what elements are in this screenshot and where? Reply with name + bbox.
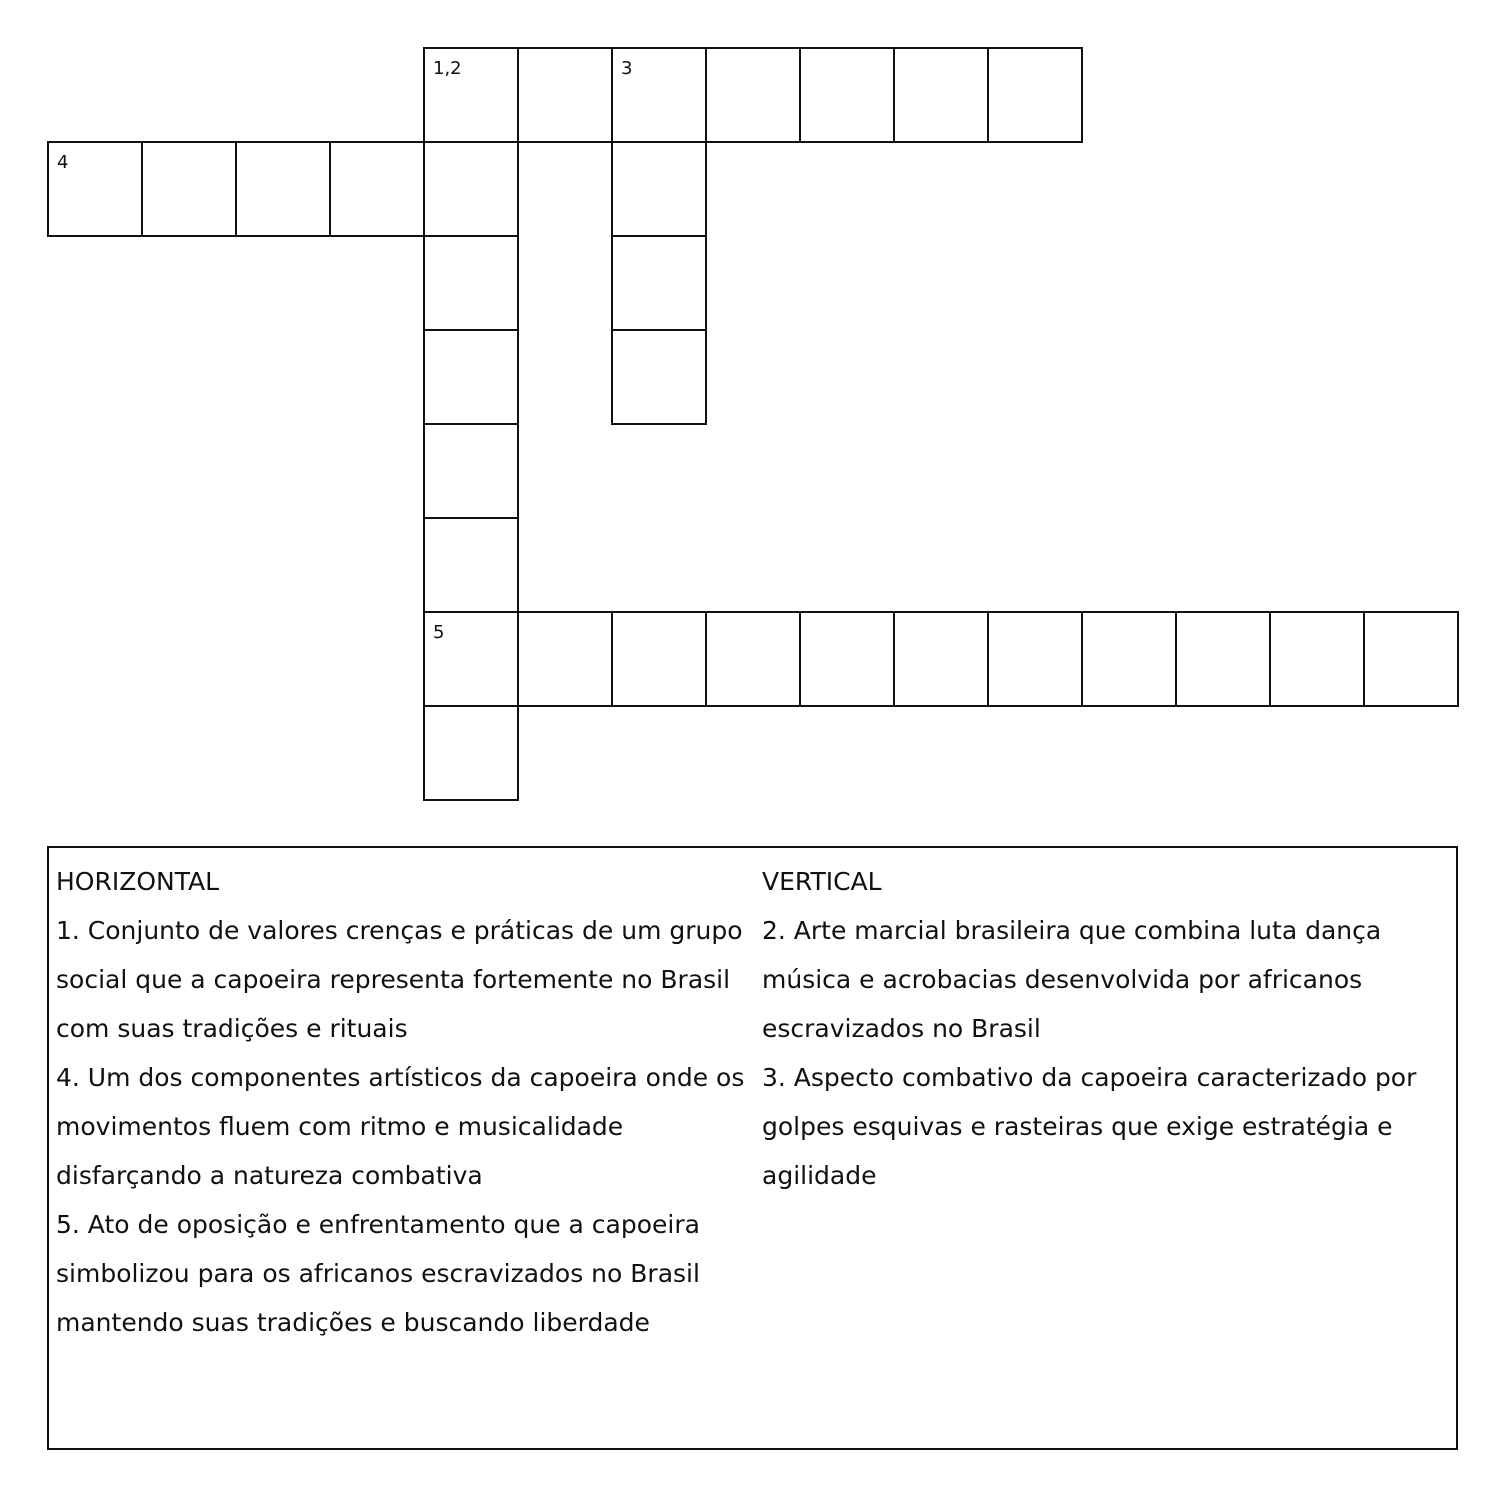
crossword-cell[interactable] <box>423 329 519 425</box>
crossword-cell[interactable] <box>517 47 613 143</box>
crossword-cell[interactable] <box>799 611 895 707</box>
crossword-cell[interactable] <box>611 47 707 143</box>
clue-1-across: 1. Conjunto de valores crenças e práticas de um grupo social que a capoeira representa fortemente no Brasil com suas tradições e rituais <box>56 916 743 1043</box>
vertical-heading: VERTICAL <box>762 867 882 896</box>
clue-3-down: 3. Aspecto combativo da capoeira caracterizado por golpes esquivas e rasteiras que exige estratégia e agilidade <box>762 1063 1417 1190</box>
crossword-cell[interactable] <box>423 611 519 707</box>
crossword-cell[interactable] <box>141 141 237 237</box>
clue-number: 5 <box>433 622 445 643</box>
clue-2-down: 2. Arte marcial brasileira que combina luta dança música e acrobacias desenvolvida por africanos escravizados no Brasil <box>762 916 1382 1043</box>
crossword-cell[interactable] <box>611 235 707 331</box>
crossword-cell[interactable] <box>235 141 331 237</box>
crossword-cell[interactable] <box>517 611 613 707</box>
crossword-cell[interactable] <box>893 47 989 143</box>
clues-panel <box>47 846 1458 1450</box>
crossword-cell[interactable] <box>611 329 707 425</box>
crossword-cell[interactable] <box>893 611 989 707</box>
crossword-cell[interactable] <box>705 47 801 143</box>
crossword-cell[interactable] <box>1081 611 1177 707</box>
crossword-cell[interactable] <box>987 47 1083 143</box>
horizontal-heading: HORIZONTAL <box>56 867 220 896</box>
crossword-cell[interactable] <box>1363 611 1459 707</box>
crossword-cell[interactable] <box>705 611 801 707</box>
crossword-cell[interactable] <box>1175 611 1271 707</box>
crossword-cell[interactable] <box>423 141 519 237</box>
crossword-cell[interactable] <box>423 47 519 143</box>
crossword-cell[interactable] <box>1269 611 1365 707</box>
clue-number: 4 <box>57 152 69 173</box>
clue-4-across: 4. Um dos componentes artísticos da capoeira onde os movimentos fluem com ritmo e musicalidade disfarçando a natureza combativa <box>56 1063 745 1190</box>
clue-number: 1,2 <box>433 58 462 79</box>
clue-5-across: 5. Ato de oposição e enfrentamento que a capoeira simbolizou para os africanos escravizados no Brasil mantendo suas tradições e buscando liberdade <box>56 1210 700 1337</box>
crossword-cell[interactable] <box>423 517 519 613</box>
crossword-cell[interactable] <box>611 611 707 707</box>
crossword-cell[interactable] <box>423 423 519 519</box>
crossword-cell[interactable] <box>423 705 519 801</box>
crossword-cell[interactable] <box>47 141 143 237</box>
horizontal-clues <box>56 857 746 1347</box>
clue-number: 3 <box>621 58 633 79</box>
crossword-cell[interactable] <box>799 47 895 143</box>
vertical-clues <box>762 857 1452 1200</box>
crossword-cell[interactable] <box>987 611 1083 707</box>
crossword-cell[interactable] <box>611 141 707 237</box>
crossword-cell[interactable] <box>329 141 425 237</box>
crossword-cell[interactable] <box>423 235 519 331</box>
